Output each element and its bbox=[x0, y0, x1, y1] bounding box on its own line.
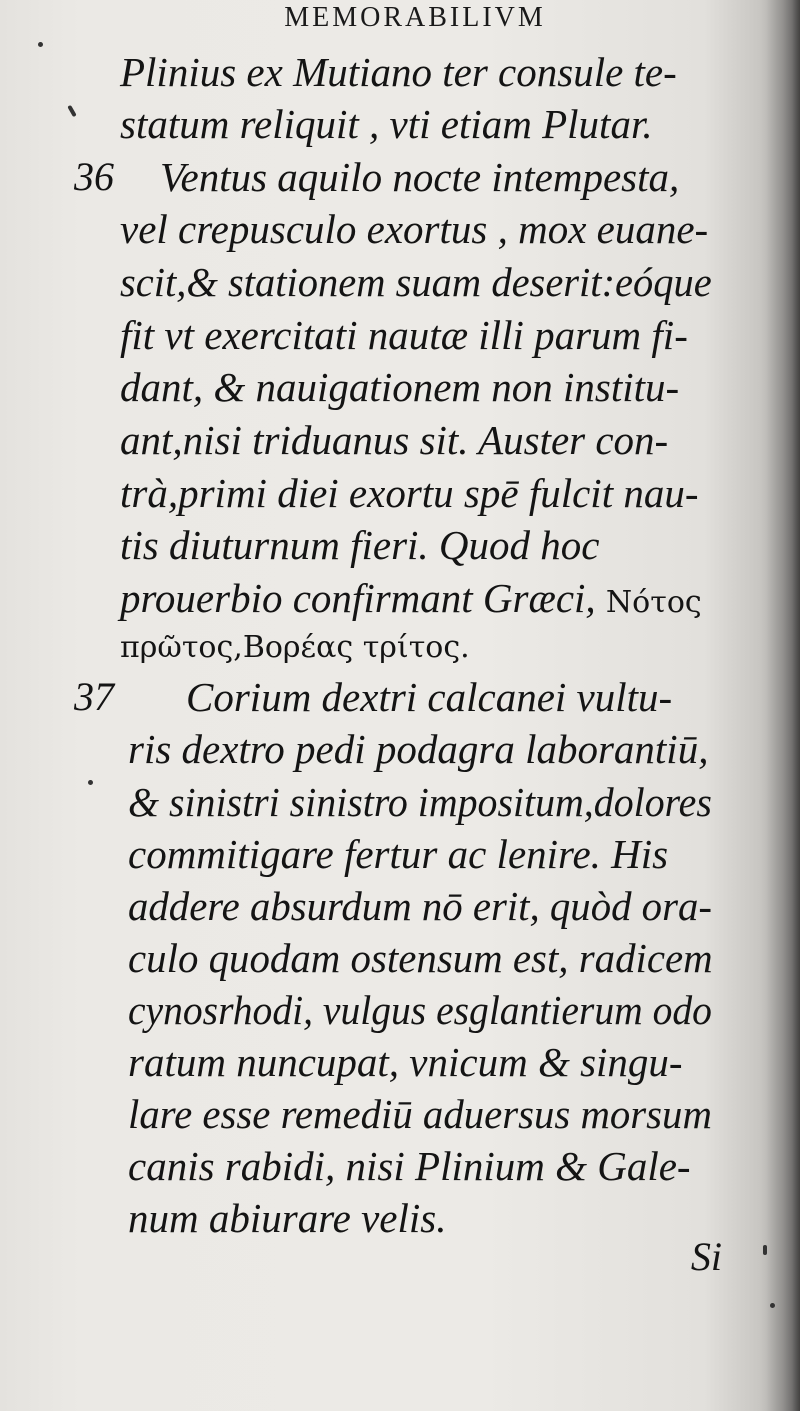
text-line-15: commitigare fertur ac lenire. His bbox=[128, 831, 669, 877]
text-line-13: ris dextro pedi podagra laborantiū, bbox=[128, 726, 709, 772]
margin-number-36: 36 bbox=[74, 154, 114, 199]
text-line-19: ratum nuncupat, vnicum & singu- bbox=[128, 1039, 683, 1085]
text-line-2: statum reliquit , vti etiam Plutar. bbox=[120, 101, 653, 147]
text-line-22: num abiurare velis. bbox=[128, 1195, 447, 1241]
text-line-4: vel crepusculo exortus , mox euane- bbox=[120, 206, 709, 252]
ink-speck bbox=[67, 105, 76, 117]
text-line-17: culo quodam ostensum est, radicem bbox=[128, 935, 713, 981]
text-line-20: lare esse remediū aduersus morsum bbox=[128, 1091, 712, 1137]
text-line-12: Corium dextri calcanei vultu- bbox=[186, 674, 673, 720]
margin-number-37: 37 bbox=[74, 674, 114, 719]
text-line-14: & sinistri sinistro impositum,dolores bbox=[128, 779, 712, 825]
text-line-18: cynosrhodi, vulgus esglantierum odo bbox=[128, 987, 712, 1033]
greek-line: πρῶτος,Βορέας τρίτος. bbox=[120, 630, 470, 665]
greek-word-notos: Νότος bbox=[605, 585, 702, 620]
text-line-9: trà,primi diei exortu spē fulcit nau- bbox=[120, 470, 699, 516]
ink-speck bbox=[763, 1245, 767, 1255]
text-line-11-text: prouerbio confirmant Græci, bbox=[120, 575, 606, 621]
catchword: Si bbox=[690, 1234, 722, 1279]
text-line-10-text: tis diuturnum fieri. Quod hoc bbox=[120, 522, 600, 568]
ink-speck bbox=[770, 1303, 775, 1308]
text-line-3: Ventus aquilo nocte intempesta, bbox=[160, 154, 680, 200]
text-line-5: scit,& stationem suam deserit:eóque bbox=[120, 259, 712, 305]
text-line-21: canis rabidi, nisi Plinium & Gale- bbox=[128, 1143, 691, 1189]
text-line-8: ant,nisi triduanus sit. Auster con- bbox=[120, 417, 669, 463]
text-line-10 bbox=[120, 522, 600, 568]
gutter-shadow bbox=[766, 0, 800, 1411]
text-line-1: Plinius ex Mutiano ter consule te- bbox=[120, 49, 677, 95]
ink-speck bbox=[88, 780, 93, 785]
text-line-16: addere absurdum nō erit, quòd ora- bbox=[128, 883, 712, 929]
running-head: MEMORABILIVM bbox=[284, 2, 546, 33]
text-line-11 bbox=[120, 575, 702, 621]
ink-speck bbox=[38, 42, 43, 47]
text-line-6: fit vt exercitati nautæ illi parum fi- bbox=[120, 312, 688, 358]
text-line-7: dant, & nauigationem non institu- bbox=[120, 364, 680, 410]
